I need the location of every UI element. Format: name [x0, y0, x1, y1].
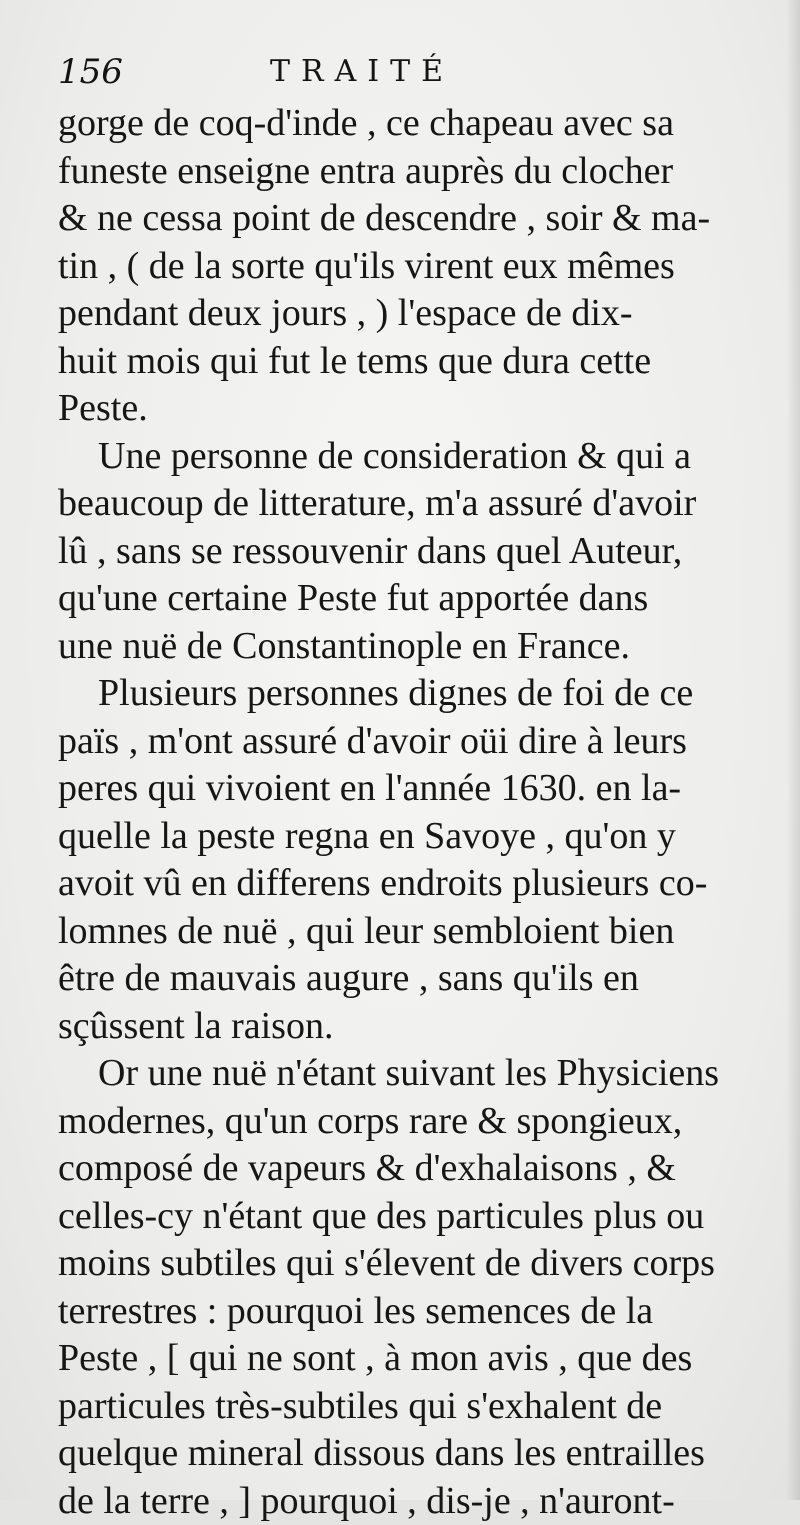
text-line: pendant deux jours , ) l'espace de dix- [58, 290, 768, 338]
text-line: tin , ( de la sorte qu'ils virent eux mêmes [58, 243, 768, 291]
text-line: quelque mineral dissous dans les entrailles [58, 1430, 768, 1478]
text-line: sçûssent la raison. [58, 1003, 768, 1051]
paragraph-first-line: Plusieurs personnes dignes de foi de ce [58, 670, 768, 718]
text-line: particules très-subtiles qui s'exhalent de [58, 1383, 768, 1431]
text-line: quelle la peste regna en Savoye , qu'on y [58, 813, 768, 861]
text-line: funeste enseigne entra auprès du clocher [58, 148, 768, 196]
text-line: de la terre , ] pourquoi , dis-je , n'auront- [58, 1478, 768, 1525]
body-text [58, 100, 768, 1525]
paragraph-first-line: Une personne de consideration & qui a [58, 433, 768, 481]
text-line: Peste , [ qui ne sont , à mon avis , que des [58, 1335, 768, 1383]
page-edge-shadow [786, 0, 800, 1500]
text-line: beaucoup de litterature, m'a assuré d'avoir [58, 480, 768, 528]
text-line: lomnes de nuë , qui leur sembloient bien [58, 908, 768, 956]
paragraph-first-line: Or une nuë n'étant suivant les Physiciens [58, 1050, 768, 1098]
text-line: terrestres : pourquoi les semences de la [58, 1288, 768, 1336]
text-line: païs , m'ont assuré d'avoir oüi dire à leurs [58, 718, 768, 766]
text-line: une nuë de Constantinople en France. [58, 623, 768, 671]
page-header [58, 50, 758, 100]
text-line: qu'une certaine Peste fut apportée dans [58, 575, 768, 623]
running-title: TRAITÉ [270, 54, 454, 89]
text-line: avoit vû en differens endroits plusieurs co- [58, 860, 768, 908]
text-line: composé de vapeurs & d'exhalaisons , & [58, 1145, 768, 1193]
text-line: modernes, qu'un corps rare & spongieux, [58, 1098, 768, 1146]
text-line: celles-cy n'étant que des particules plus ou [58, 1193, 768, 1241]
text-line: lû , sans se ressouvenir dans quel Auteur, [58, 528, 768, 576]
text-line: moins subtiles qui s'élevent de divers corps [58, 1240, 768, 1288]
text-line: être de mauvais augure , sans qu'ils en [58, 955, 768, 1003]
text-line: & ne cessa point de descendre , soir & ma- [58, 195, 768, 243]
text-line: peres qui vivoient en l'année 1630. en la- [58, 765, 768, 813]
text-line: Peste. [58, 385, 768, 433]
text-line: gorge de coq-d'inde , ce chapeau avec sa [58, 100, 768, 148]
text-line: huit mois qui fut le tems que dura cette [58, 338, 768, 386]
page-number: 156 [58, 52, 123, 92]
